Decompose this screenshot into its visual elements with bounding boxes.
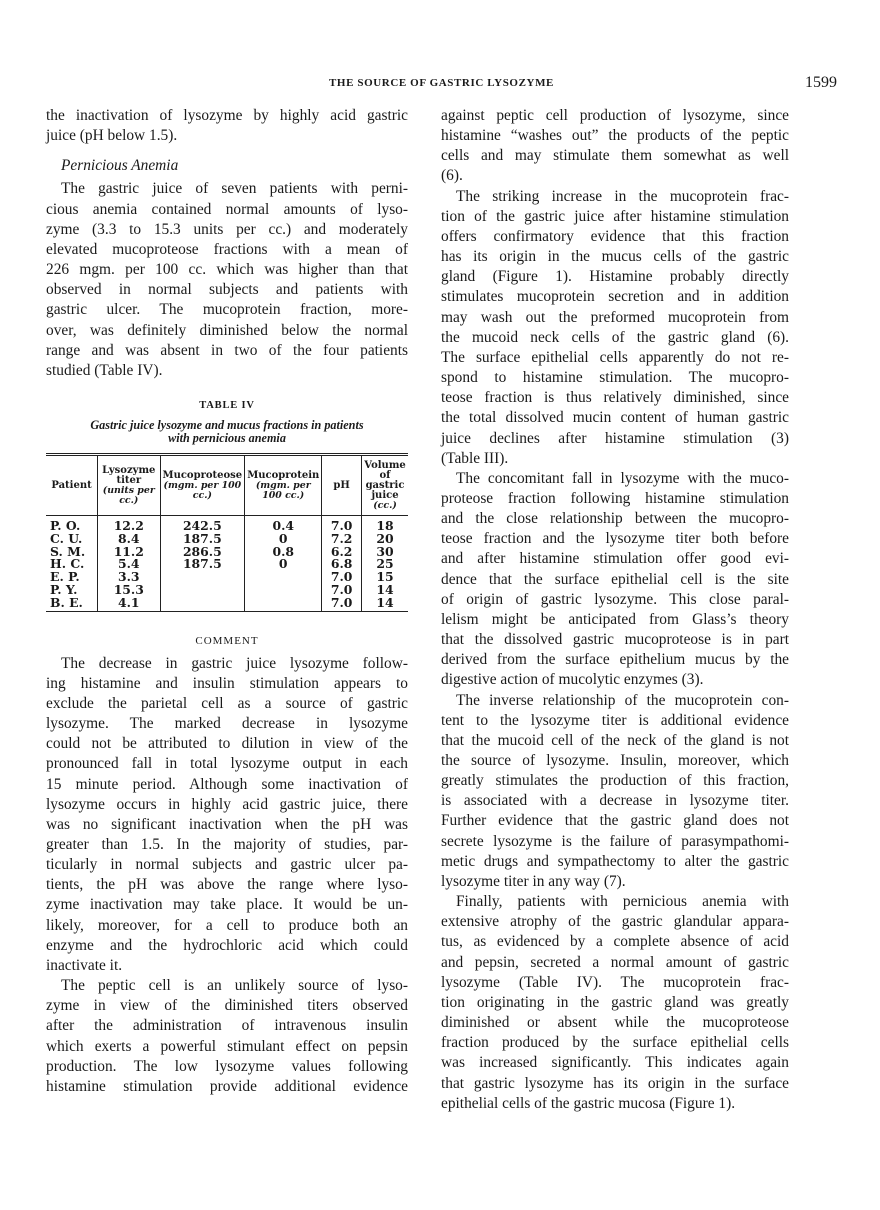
cell-volume: 14 — [362, 597, 408, 611]
text-line: The decrease in gastric juice lysozyme follow- — [61, 654, 408, 672]
cell-patient: H. C. — [50, 556, 85, 572]
text-line: (Table III). — [441, 449, 509, 467]
cell-lysozyme: 12.2 — [98, 516, 160, 533]
text-line: production. The low lysozyme values following — [46, 1057, 408, 1075]
text-line: is associated with a decrease in lysozyme titer. — [441, 792, 789, 810]
text-line: enzyme and the hydrochloric acid which could — [46, 936, 408, 954]
text-line: tion of the gastric juice after histamine stimulation — [441, 207, 789, 225]
text-line: the total dissolved mucin content of human gastric — [441, 409, 789, 427]
text-line: and pepsin, secreted a normal amount of gastric — [441, 953, 789, 971]
cell-mucoproteose: 187.5 — [160, 533, 245, 546]
cell-lysozyme: 15.3 — [98, 584, 160, 597]
text-line: tients, the pH was above the range where lyso- — [46, 876, 408, 894]
text-line: gastric ulcer. The mucoprotein fraction, more- — [46, 301, 408, 319]
paragraph-continued — [441, 106, 789, 187]
cell-lysozyme: 3.3 — [98, 571, 160, 584]
text-line: juice (pH below 1.5). — [46, 127, 178, 145]
table-row — [46, 584, 408, 597]
cell-volume: 20 — [362, 533, 408, 546]
table-row — [46, 546, 408, 559]
text-line: lysozyme titer in any way (7). — [441, 872, 626, 890]
page-number: 1599 — [805, 74, 837, 91]
text-line: zyme (3.3 to 15.3 units per cc.) and moderately — [46, 220, 408, 238]
paragraph-finally — [441, 892, 789, 1114]
cell-patient: P. Y. — [50, 582, 78, 598]
cell-volume: 25 — [362, 558, 408, 571]
cell-ph: 6.8 — [322, 558, 362, 571]
text-line: ing histamine and insulin stimulation appears to — [46, 674, 408, 692]
text-line: zyme in view of the diminished titers observed — [46, 997, 408, 1015]
cell-mucoprotein — [245, 584, 322, 597]
header-mucoprotein: Mucoprotein (mgm. per 100 cc.) — [245, 455, 322, 516]
cell-volume: 15 — [362, 571, 408, 584]
left-column — [46, 106, 408, 1097]
paragraph-intro — [46, 106, 408, 146]
text-line: cious anemia contained normal amounts of lyso- — [46, 200, 408, 218]
text-line: after the administration of intravenous insulin — [46, 1017, 408, 1035]
cell-mucoproteose: 286.5 — [160, 546, 245, 559]
header-ph: pH — [322, 455, 362, 516]
table-row — [46, 558, 408, 571]
text-line: 15 minute period. Although some inactivation of — [46, 775, 408, 793]
text-line: of origin of gastric lysozyme. This close paral- — [441, 590, 789, 608]
table-row — [46, 597, 408, 611]
text-line: diminished or absent while the mucoproteose — [441, 1014, 789, 1032]
text-line: The peptic cell is an unlikely source of lyso- — [61, 977, 408, 995]
text-line: derived from the surface epithelium mucus by the — [441, 651, 789, 669]
cell-patient: C. U. — [50, 530, 83, 546]
page-header — [46, 74, 837, 94]
text-line: Further evidence that the gastric gland does not — [441, 812, 789, 830]
text-line: 226 mgm. per 100 cc. which was higher than that — [46, 261, 408, 279]
cell-ph: 7.0 — [322, 571, 362, 584]
text-line: was increased significantly. This indicates again — [441, 1054, 789, 1072]
table-row — [46, 516, 408, 533]
text-line: lysozyme (Table IV). The mucoprotein frac- — [441, 973, 789, 991]
text-line: dence that the surface epithelial cell is the site — [441, 570, 789, 588]
paragraph-mucoprotein-increase — [441, 187, 789, 469]
text-line: cells and may stimulate them somewhat as well — [441, 147, 789, 165]
text-line: lysozyme. The marked decrease in lysozyme — [46, 715, 408, 733]
paragraph-pernicious-anemia — [46, 179, 408, 381]
text-line: greatly stimulates the production of this fraction, — [441, 772, 789, 790]
table-body — [46, 516, 408, 612]
text-line: fraction produced by the surface epithelial cells — [441, 1034, 789, 1052]
cell-patient: B. E. — [50, 594, 83, 610]
text-line: against peptic cell production of lysozyme, since — [441, 107, 789, 124]
text-line: digestive action of mucolytic enzymes (3). — [441, 671, 704, 689]
text-line: which exerts a powerful stimulant effect on pepsin — [46, 1037, 408, 1055]
cell-lysozyme: 5.4 — [98, 558, 160, 571]
text-line: tent to the lysozyme titer is additional evidence — [441, 711, 789, 729]
section-heading-comment: COMMENT — [195, 634, 259, 647]
header-patient: Patient — [46, 455, 98, 516]
header-mucoproteose: Mucoproteose (mgm. per 100 cc.) — [160, 455, 245, 516]
paragraph-inverse-relationship — [441, 691, 789, 893]
cell-patient: E. P. — [50, 569, 80, 585]
text-line: that the dissolved gastric mucoproteose is in part — [441, 631, 789, 649]
text-line: juice declines after histamine stimulation (3) — [441, 429, 789, 447]
text-line: teose fraction and the lysozyme titer both before — [441, 530, 789, 548]
text-line: stimulates mucoprotein secretion and in addition — [441, 288, 789, 306]
text-line: The striking increase in the mucoprotein frac- — [456, 187, 789, 205]
cell-ph: 7.2 — [322, 533, 362, 546]
cell-mucoprotein: 0 — [245, 558, 322, 571]
cell-ph: 7.0 — [322, 597, 362, 611]
text-line: studied (Table IV). — [46, 361, 163, 379]
cell-patient: P. O. — [50, 518, 81, 534]
cell-volume: 14 — [362, 584, 408, 597]
cell-mucoprotein — [245, 571, 322, 584]
text-line: could not be attributed to dilution in view of the — [46, 735, 408, 753]
header-lysozyme-titer: Lysozyme titer (units per cc.) — [98, 455, 160, 516]
table-label: TABLE IV — [199, 400, 255, 412]
paragraph-comment — [46, 654, 408, 977]
text-line: gland (Figure 1). Histamine probably directly — [441, 268, 789, 286]
text-line: ticularly in normal subjects and gastric ulcer pa- — [46, 856, 408, 874]
cell-ph: 7.0 — [322, 584, 362, 597]
cell-ph: 7.0 — [322, 516, 362, 533]
text-line: tion originating in the gastric gland was greatly — [441, 993, 789, 1011]
text-line: the source of lysozyme. Insulin, moreover, which — [441, 752, 789, 769]
paragraph-peptic-cell — [46, 976, 408, 1097]
subheading-pernicious-anemia: Pernicious Anemia — [61, 157, 179, 175]
text-line: teose fraction is thus relatively diminished, since — [441, 389, 789, 407]
paragraph-concomitant-fall — [441, 469, 789, 691]
cell-mucoproteose — [160, 571, 245, 584]
text-line: and after histamine stimulation offer good evi- — [441, 550, 789, 568]
table-iv — [46, 453, 408, 612]
text-line: greater than 1.5. In the majority of studies, par- — [46, 836, 408, 854]
cell-mucoprotein: 0.4 — [245, 516, 322, 533]
text-line: observed in normal subjects and patients with — [46, 281, 408, 299]
text-line: proteose fraction following histamine stimulation — [441, 489, 789, 507]
text-line: the inactivation of lysozyme by highly acid gastric — [46, 107, 408, 124]
table-row — [46, 571, 408, 584]
text-line: metic drugs and sympathectomy to alter the gastric — [441, 852, 789, 870]
text-line: The gastric juice of seven patients with perni- — [61, 180, 408, 198]
text-line: The concomitant fall in lysozyme with the muco- — [456, 469, 789, 487]
text-line: histamine “washes out” the products of the peptic — [441, 127, 789, 145]
text-line: was no significant inactivation when the pH was — [46, 815, 408, 833]
text-line: zyme inactivation may take place. It would be un- — [46, 896, 408, 914]
text-line: that gastric lysozyme has its origin in the surface — [441, 1074, 789, 1092]
text-line: offers confirmatory evidence that this fraction — [441, 227, 789, 245]
text-line: secrete lysozyme is the failure of parasympathomi- — [441, 832, 789, 850]
text-line: extensive atrophy of the gastric glandular appara- — [441, 913, 789, 931]
header-volume: Volume of gastric juice (cc.) — [362, 455, 408, 516]
text-line: (6). — [441, 167, 463, 185]
text-line: lelism might be anticipated from Glass’s theory — [441, 610, 789, 628]
text-line: elevated mucoproteose fractions with a mean of — [46, 240, 408, 258]
text-line: over, was definitely diminished below the normal — [46, 321, 408, 339]
table-caption — [46, 419, 408, 445]
text-line: epithelial cells of the gastric mucosa (Figure 1). — [441, 1094, 736, 1112]
cell-lysozyme: 11.2 — [98, 546, 160, 559]
cell-mucoproteose — [160, 584, 245, 597]
text-line: range and was absent in two of the four patients — [46, 341, 408, 359]
text-line: likely, moreover, for a cell to produce both an — [46, 916, 408, 934]
text-line: The surface epithelial cells apparently do not re- — [441, 348, 789, 366]
cell-mucoprotein: 0 — [245, 533, 322, 546]
table-row — [46, 533, 408, 546]
text-line: pronounced fall in total lysozyme output in each — [46, 755, 408, 773]
text-line: the mucoid neck cells of the gastric gland (6). — [441, 328, 789, 346]
cell-mucoprotein: 0.8 — [245, 546, 322, 559]
cell-volume: 30 — [362, 546, 408, 559]
cell-volume: 18 — [362, 516, 408, 533]
cell-lysozyme: 8.4 — [98, 533, 160, 546]
cell-patient: S. M. — [50, 543, 86, 559]
text-line: The inverse relationship of the mucoprotein con- — [456, 691, 789, 709]
text-line: that the mucoid cell of the neck of the gland is not — [441, 731, 789, 749]
text-line: exclude the parietal cell as a source of gastric — [46, 694, 408, 712]
text-line: inactivate it. — [46, 956, 123, 974]
text-line: Finally, patients with pernicious anemia with — [456, 893, 789, 911]
text-line: tus, as evidenced by a complete absence of acid — [441, 933, 789, 951]
text-line: lysozyme occurs in highly acid gastric juice, there — [46, 795, 408, 813]
cell-ph: 6.2 — [322, 546, 362, 559]
right-column — [441, 106, 789, 1114]
cell-mucoproteose: 187.5 — [160, 558, 245, 571]
text-line: histamine stimulation provide additional evidence — [46, 1077, 408, 1095]
table-header-row — [46, 455, 408, 516]
cell-mucoproteose: 242.5 — [160, 516, 245, 533]
text-line: spond to histamine stimulation. The mucopro- — [441, 369, 789, 387]
text-line: has its origin in the mucus cells of the gastric — [441, 248, 789, 266]
text-line: and the close relationship between the mucopro- — [441, 510, 789, 528]
table-caption-line: with pernicious anemia — [168, 431, 286, 446]
table-caption-line: Gastric juice lysozyme and mucus fractions in patients — [90, 418, 364, 433]
cell-lysozyme: 4.1 — [98, 597, 160, 611]
cell-mucoproteose — [160, 597, 245, 611]
running-title: THE SOURCE OF GASTRIC LYSOZYME — [328, 77, 554, 89]
text-line: may wash out the preformed mucoprotein from — [441, 308, 789, 326]
cell-mucoprotein — [245, 597, 322, 611]
